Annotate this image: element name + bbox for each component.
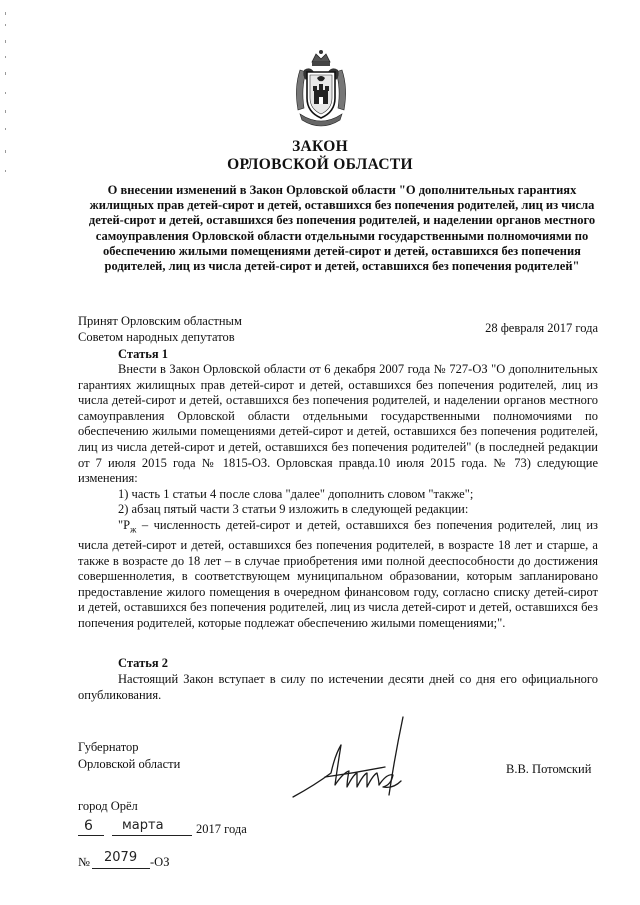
number-suffix: -ОЗ xyxy=(150,855,170,869)
article1-item1: 1) часть 1 статьи 4 после слова "далее" дополнить словом "также"; xyxy=(118,486,474,501)
adoption-date: 28 февраля 2017 года xyxy=(485,321,598,335)
quote-symbol: "Р xyxy=(118,517,131,532)
signing-day: 6 xyxy=(84,818,93,834)
number-prefix: № xyxy=(78,855,90,869)
law-subject: О внесении изменений в Закон Орловской области "О дополнительных гарантиях жилищных прав детей-сирот и детей, оставшихся без попечения родителей, лиц из числа детей-сирот и детей, оставшихся без попечения родителей, и наделении органов местного самоуправления Орловской области отдельными государственными полномочиями по обеспечению жилыми помещениями детей-сирот и детей, оставшихся без попечения родителей, лиц из числа детей-сирот и детей, оставшихся без попечения родителей" xyxy=(88,183,596,274)
document-title-line1: ЗАКОН xyxy=(292,138,348,155)
article1-body xyxy=(78,362,598,632)
article2-text: Настоящий Закон вступает в силу по истечении десяти дней со дня его официального опубликования. xyxy=(78,672,598,702)
number-underline xyxy=(92,868,150,869)
article1-intro: Внести в Закон Орловской области от 6 декабря 2007 года № 727-ОЗ "О дополнительных гарантиях жилищных прав детей-сирот и детей, оставшихся без попечения родителей, лиц из числа детей-сирот и детей, оставшихся без попечения родителей, и наделении органов местного самоуправления Орловской области отдельными государственными полномочиями по обеспечению жилыми помещениями детей-сирот и детей, оставшихся без попечения родителей, лиц из числа детей-сирот и детей, оставшихся без попечения родителей" (в последней редакции от 7 июля 2015 года № 1815-ОЗ. Орловская правда.10 июля 2015 года. № 73) следующие изменения: xyxy=(78,362,598,486)
city-label: город Орёл xyxy=(78,799,138,813)
coat-of-arms-icon xyxy=(290,48,352,130)
month-underline xyxy=(112,835,192,836)
handwritten-signature xyxy=(285,715,415,815)
adoption-body xyxy=(78,314,242,345)
article2-heading: Статья 2 xyxy=(118,656,168,670)
day-underline xyxy=(78,835,104,836)
signing-date xyxy=(78,818,378,840)
adoption-line1: Принят Орловским областным xyxy=(78,314,242,328)
signatory-name: В.В. Потомский xyxy=(506,762,592,776)
article2-body xyxy=(78,672,598,703)
position-line2: Орловской области xyxy=(78,756,181,771)
position-line1: Губернатор xyxy=(78,740,139,754)
quote-text: – численность детей-сирот и детей, оставшихся без попечения родителей, лиц из числа детей-сирот и детей, оставшихся без попечения родителей, в возрасте 18 лет и старше, а также в возрасте до 18 лет – в случае приобретения ими полной дееспособности до достижения совершеннолетия, в соответствующем муниципальном образовании, которым запланировано предоставление жилого помещения в очередном финансовом году, согласно списку детей-сирот и детей, оставшихся без попечения родителей, лиц из числа детей-сирот и детей, оставшихся без попечения родителей, которые подлежат обеспечению жилыми помещениями;". xyxy=(78,517,598,630)
article1-item2: 2) абзац пятый части 3 статьи 9 изложить в следующей редакции: xyxy=(118,502,469,517)
adoption-line2: Советом народных депутатов xyxy=(78,329,235,344)
article1-heading: Статья 1 xyxy=(118,347,168,361)
document-title-line2: ОРЛОВСКОЙ ОБЛАСТИ xyxy=(227,156,413,173)
article1-quote xyxy=(78,518,598,632)
registration-number xyxy=(78,851,278,873)
signing-month: марта xyxy=(122,818,164,833)
quote-subscript: ж xyxy=(130,524,137,535)
signatory-position xyxy=(78,739,180,772)
signing-year: 2017 года xyxy=(196,822,247,836)
number-value: 2079 xyxy=(104,850,138,865)
